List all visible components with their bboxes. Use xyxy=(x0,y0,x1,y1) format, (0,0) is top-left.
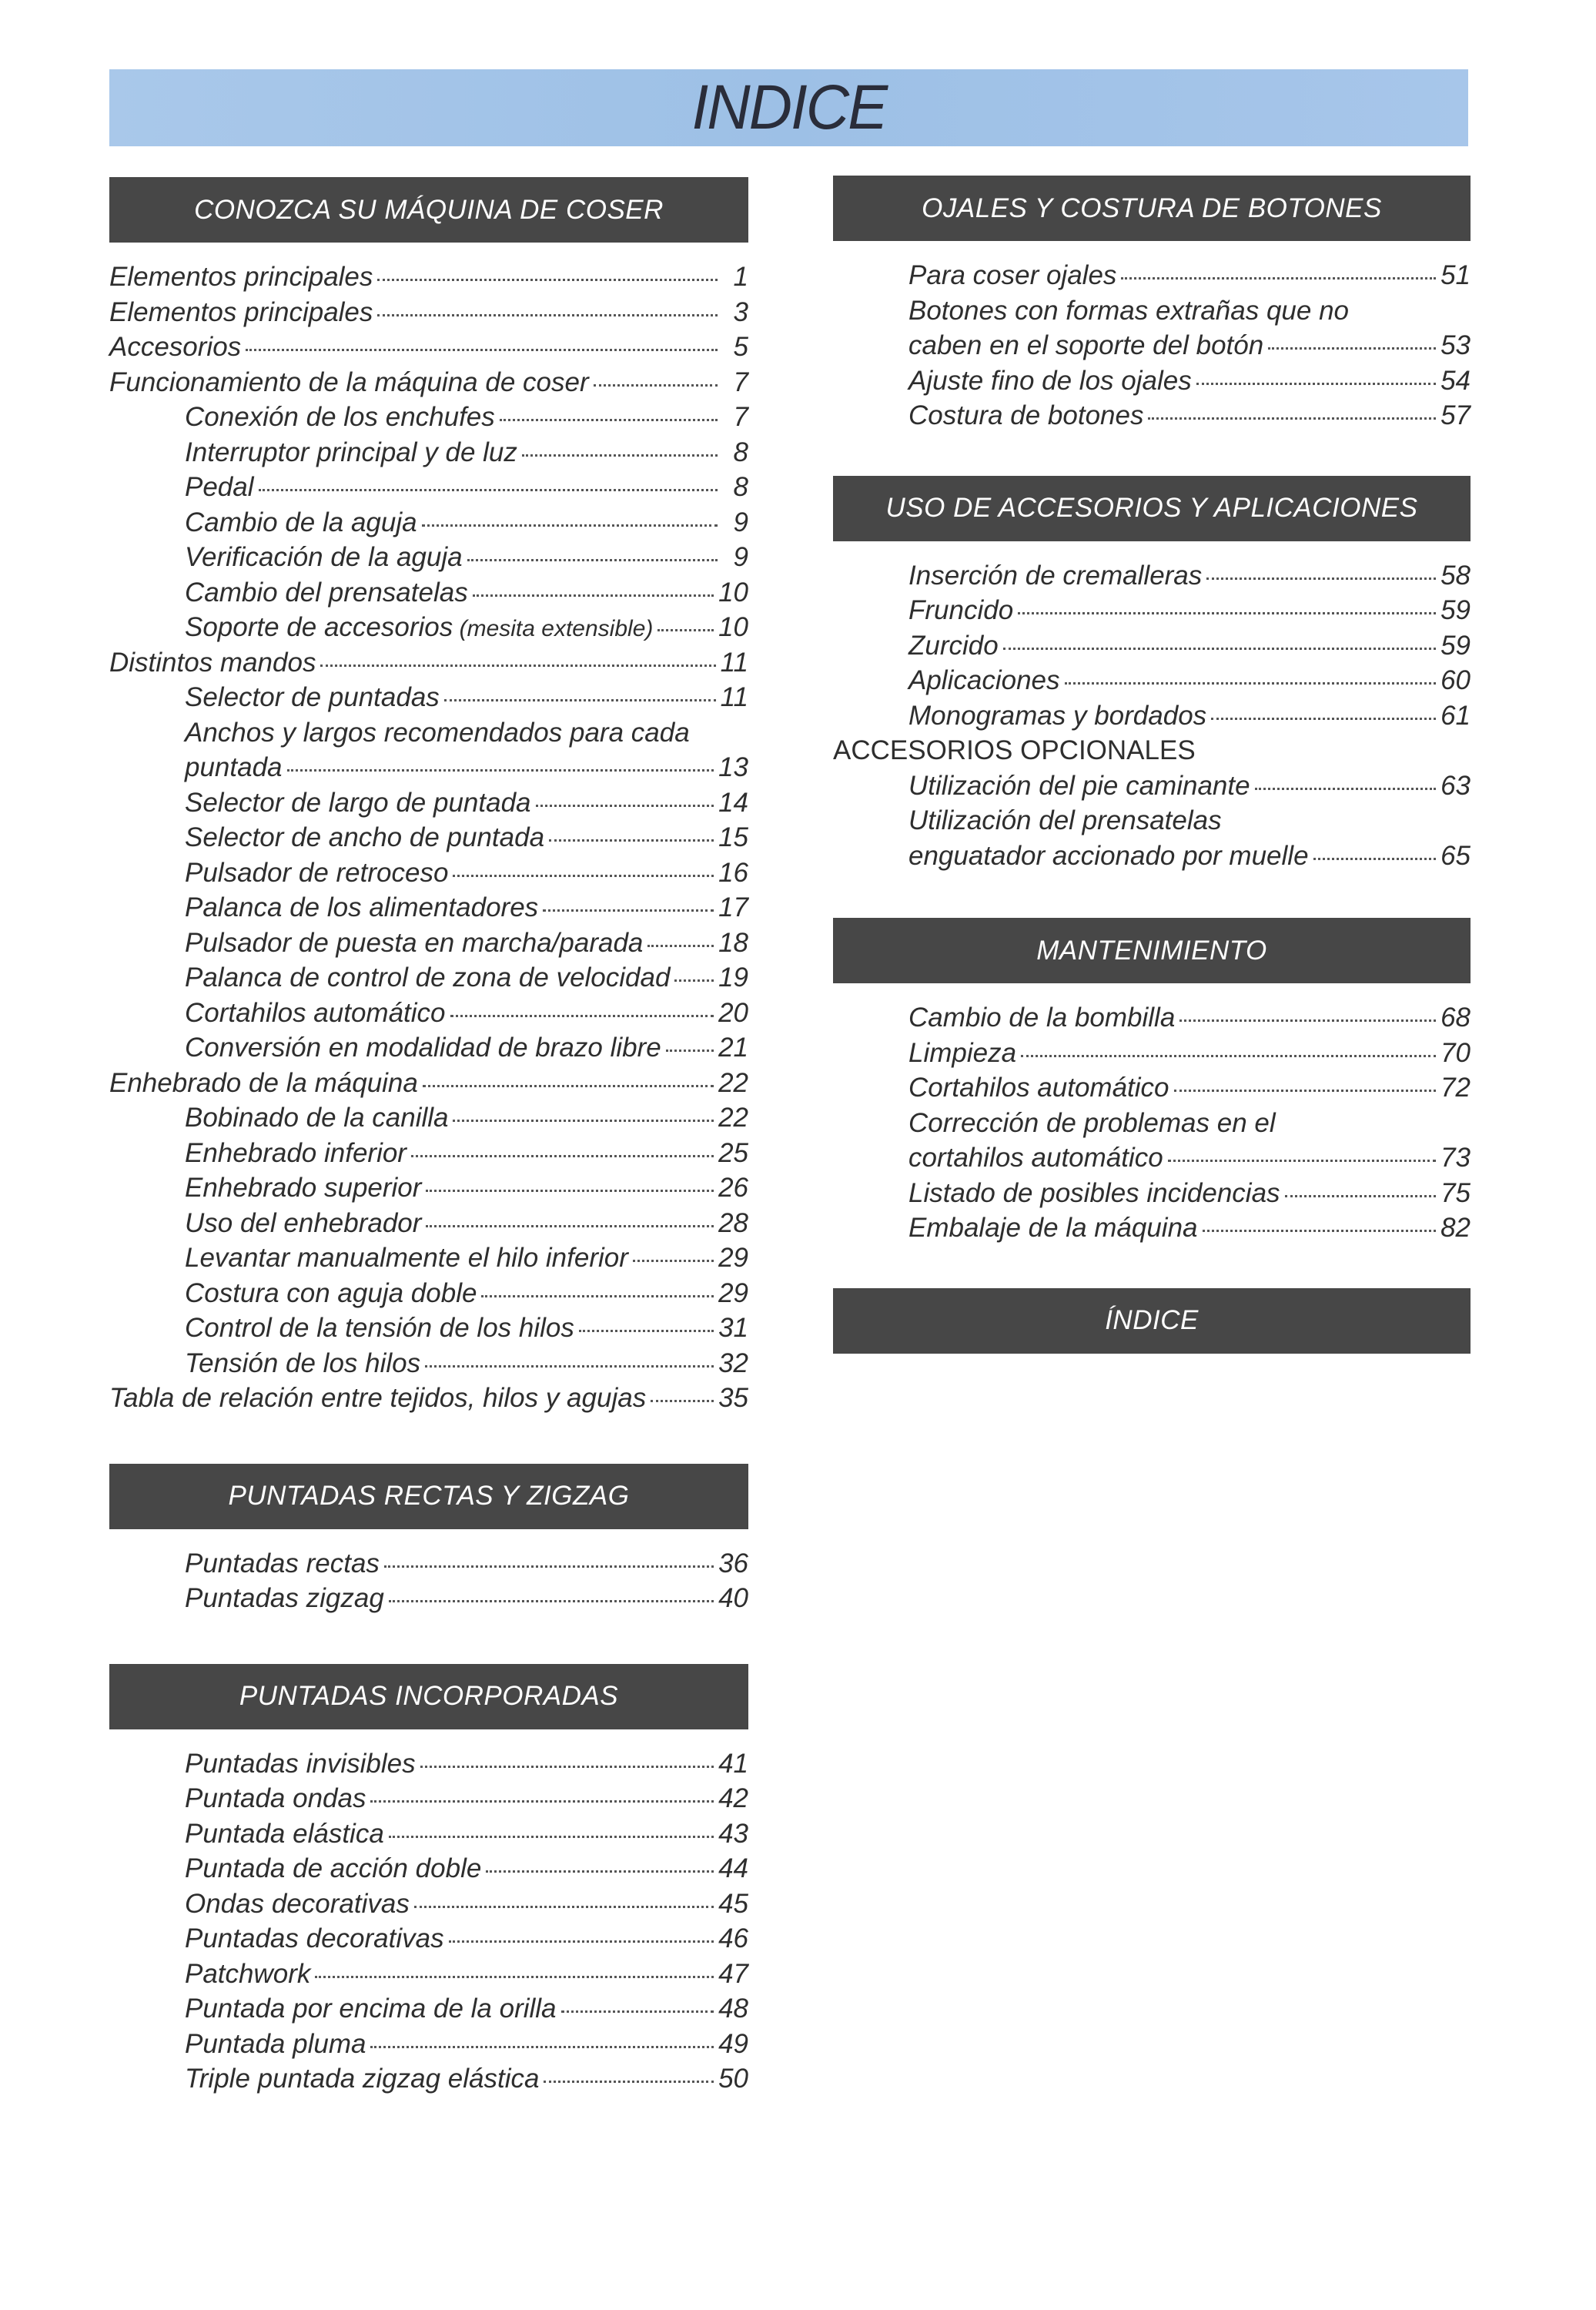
toc-entry[interactable] xyxy=(833,839,1471,874)
toc-entry[interactable] xyxy=(833,293,1471,329)
toc-page-number: 7 xyxy=(733,367,748,397)
toc-page-number: 42 xyxy=(718,1783,748,1813)
toc-entry[interactable] xyxy=(109,575,748,611)
toc-page-number: 40 xyxy=(718,1583,748,1613)
toc-entry-title: Enhebrado inferior xyxy=(185,1137,407,1168)
toc-page-number: 59 xyxy=(1440,630,1471,661)
dot-leader xyxy=(389,1600,714,1602)
dot-leader xyxy=(500,419,718,421)
toc-entry[interactable] xyxy=(109,400,748,435)
toc-entry-title: Limpieza xyxy=(908,1037,1017,1068)
dot-leader xyxy=(1211,718,1436,720)
toc-entry[interactable] xyxy=(109,1206,748,1241)
dot-leader xyxy=(561,2010,714,2013)
toc-entry[interactable] xyxy=(109,435,748,470)
toc-subheading: ACCESORIOS OPCIONALES xyxy=(833,735,1196,765)
toc-entry[interactable] xyxy=(833,328,1471,363)
dot-leader xyxy=(1174,1090,1437,1092)
toc-entry-title: Patchwork xyxy=(185,1958,311,1989)
dot-leader xyxy=(377,314,718,316)
dot-leader xyxy=(481,1295,714,1297)
toc-page-number: 25 xyxy=(718,1137,748,1168)
toc-page-number: 35 xyxy=(718,1383,748,1413)
toc-entry-title: puntada xyxy=(185,752,283,782)
toc-entry[interactable] xyxy=(109,1066,748,1101)
toc-entry-title: Corrección de problemas en el xyxy=(908,1107,1276,1138)
toc-page-number: 58 xyxy=(1440,560,1471,591)
toc-page-number: 8 xyxy=(733,472,748,502)
toc-entry-title: Puntada ondas xyxy=(185,1783,366,1813)
toc-entry-title: Ondas decorativas xyxy=(185,1888,410,1919)
toc-entry-title: Cambio de la aguja xyxy=(185,507,417,537)
toc-entry[interactable] xyxy=(109,1170,748,1206)
section-spacer xyxy=(833,1246,1471,1288)
dot-leader xyxy=(320,665,715,667)
dot-leader xyxy=(647,945,714,947)
toc-entry[interactable] xyxy=(833,363,1471,399)
toc-entry[interactable] xyxy=(109,996,748,1031)
dot-leader xyxy=(426,1225,714,1227)
toc-page-number: 29 xyxy=(718,1243,748,1273)
toc-entry-title: Selector de largo de puntada xyxy=(185,787,531,818)
toc-entry[interactable] xyxy=(833,628,1471,664)
toc-entry-title: Puntadas decorativas xyxy=(185,1923,444,1953)
dot-leader xyxy=(1018,612,1436,614)
toc-page-number: 14 xyxy=(718,787,748,818)
toc-page-number: 63 xyxy=(1440,770,1471,801)
toc-entry[interactable] xyxy=(109,820,748,855)
toc-entry[interactable] xyxy=(109,1100,748,1136)
dot-leader xyxy=(473,594,714,597)
toc-page-number: 32 xyxy=(718,1348,748,1378)
dot-leader xyxy=(1179,1019,1436,1022)
toc-entry-title: Puntadas rectas xyxy=(185,1548,380,1578)
toc-entry[interactable] xyxy=(109,2027,748,2062)
toc-page-number: 16 xyxy=(718,857,748,888)
toc-entry[interactable] xyxy=(109,1957,748,1992)
toc-entry-title: Elementos principales xyxy=(109,296,373,327)
section-ojales-y-costura-de-botones xyxy=(833,176,1471,434)
left-column xyxy=(109,177,748,2097)
toc-page-number: 5 xyxy=(733,332,748,362)
toc-page-number: 75 xyxy=(1440,1177,1471,1208)
dot-leader xyxy=(384,1565,714,1568)
toc-entry-title: Selector de ancho de puntada xyxy=(185,822,545,852)
dot-leader xyxy=(536,805,714,807)
page-title-banner xyxy=(109,69,1468,146)
toc-entry-title: Levantar manualmente el hilo inferior xyxy=(185,1243,628,1273)
toc-list xyxy=(109,1729,748,2097)
toc-entry[interactable] xyxy=(109,1240,748,1276)
toc-entry[interactable] xyxy=(833,1106,1471,1141)
section-header: PUNTADAS INCORPORADAS xyxy=(109,1664,748,1729)
toc-entry-title: Distintos mandos xyxy=(109,647,316,678)
toc-entry[interactable] xyxy=(109,365,748,400)
dot-leader xyxy=(315,1976,714,1978)
dot-leader xyxy=(426,1190,714,1192)
toc-entry[interactable] xyxy=(833,1036,1471,1071)
dot-leader xyxy=(544,2081,714,2083)
toc-entry[interactable] xyxy=(109,1781,748,1816)
toc-entry[interactable] xyxy=(109,785,748,821)
toc-entry[interactable] xyxy=(833,398,1471,434)
toc-entry[interactable] xyxy=(109,295,748,330)
toc-entry-title: cortahilos automático xyxy=(908,1143,1163,1173)
dot-leader xyxy=(579,1330,714,1332)
toc-entry-title: Utilización del pie caminante xyxy=(908,770,1250,801)
dot-leader xyxy=(422,524,718,527)
toc-list xyxy=(833,241,1471,434)
toc-entry[interactable] xyxy=(109,715,748,751)
toc-entry-title: Costura con aguja doble xyxy=(185,1277,477,1308)
toc-entry-title: Triple puntada zigzag elástica xyxy=(185,2064,540,2094)
section-mantenimiento xyxy=(833,918,1471,1246)
toc-page-number: 53 xyxy=(1440,330,1471,360)
toc-list xyxy=(109,1529,748,1616)
toc-page-number: 17 xyxy=(718,892,748,922)
section-indice xyxy=(833,1288,1471,1371)
toc-entry[interactable] xyxy=(833,803,1471,839)
toc-entry[interactable] xyxy=(109,1921,748,1957)
dot-leader xyxy=(370,2046,714,2048)
toc-entry[interactable] xyxy=(833,663,1471,698)
section-spacer xyxy=(109,1616,748,1664)
toc-entry-title: Pulsador de puesta en marcha/parada xyxy=(185,927,644,958)
toc-page-number: 65 xyxy=(1440,840,1471,871)
toc-entry-title: Palanca de control de zona de velocidad xyxy=(185,962,671,993)
toc-page-number: 13 xyxy=(718,752,748,782)
dot-leader xyxy=(1003,648,1436,650)
toc-page-number: 46 xyxy=(718,1923,748,1953)
dot-leader xyxy=(467,559,718,561)
toc-entry-title: enguatador accionado por muelle xyxy=(908,840,1309,871)
toc-entry[interactable] xyxy=(109,1030,748,1066)
section-spacer xyxy=(833,873,1471,918)
toc-list xyxy=(109,243,748,1416)
toc-entry[interactable] xyxy=(833,1070,1471,1106)
section-puntadas-rectas-y-zigzag xyxy=(109,1464,748,1616)
toc-page-number: 15 xyxy=(718,822,748,852)
section-header: CONOZCA SU MÁQUINA DE COSER xyxy=(109,177,748,243)
dot-leader xyxy=(1196,383,1436,385)
toc-list xyxy=(833,1354,1471,1371)
toc-entry-title: Accesorios xyxy=(109,332,242,362)
toc-entry[interactable] xyxy=(109,1381,748,1416)
toc-entry[interactable] xyxy=(109,960,748,996)
section-header: MANTENIMIENTO xyxy=(833,918,1471,983)
section-header: PUNTADAS RECTAS Y ZIGZAG xyxy=(109,1464,748,1529)
toc-entry-title: Cambio del prensatelas xyxy=(185,577,468,608)
page-title: INDICE xyxy=(691,72,886,142)
toc-entry[interactable] xyxy=(833,1176,1471,1211)
toc-page-number: 10 xyxy=(718,612,748,642)
toc-page-number: 54 xyxy=(1440,365,1471,396)
dot-leader xyxy=(1121,277,1436,280)
dot-leader xyxy=(287,769,714,772)
toc-page-number: 21 xyxy=(718,1033,748,1063)
dot-leader xyxy=(377,279,718,281)
toc-page-number: 11 xyxy=(720,682,748,712)
toc-entry-title: Utilización del prensatelas xyxy=(908,805,1222,835)
toc-page-number: 22 xyxy=(718,1103,748,1133)
toc-entry[interactable] xyxy=(109,505,748,541)
toc-entry-title: Elementos principales xyxy=(109,262,373,292)
toc-page-number: 9 xyxy=(733,507,748,537)
toc-page-number: 7 xyxy=(733,402,748,432)
section-header: OJALES Y COSTURA DE BOTONES xyxy=(833,176,1471,241)
section-conozca-su-maquina-de-coser xyxy=(109,177,748,1416)
toc-entry[interactable] xyxy=(109,2061,748,2097)
section-header: ÍNDICE xyxy=(833,1288,1471,1354)
toc-entry-title: Conexión de los enchufes xyxy=(185,402,495,432)
dot-leader xyxy=(1148,417,1436,420)
section-spacer xyxy=(833,434,1471,476)
dot-leader xyxy=(657,629,714,631)
dot-leader xyxy=(1313,858,1437,860)
toc-entry-title: Enhebrado superior xyxy=(185,1173,422,1203)
toc-entry-title: Fruncido xyxy=(908,595,1014,625)
toc-entry[interactable] xyxy=(109,1581,748,1616)
toc-entry[interactable] xyxy=(109,540,748,575)
toc-entry-title: Control de la tensión de los hilos xyxy=(185,1313,574,1343)
toc-entry-title: Pedal xyxy=(185,472,254,502)
toc-entry-title: Tensión de los hilos xyxy=(185,1348,421,1378)
dot-leader xyxy=(633,1260,714,1262)
toc-page-number: 50 xyxy=(718,2064,748,2094)
toc-entry[interactable] xyxy=(833,593,1471,628)
toc-page-number: 9 xyxy=(733,542,748,572)
toc-entry[interactable] xyxy=(833,1000,1471,1036)
toc-list xyxy=(833,541,1471,874)
toc-page-number: 43 xyxy=(718,1818,748,1849)
section-puntadas-incorporadas xyxy=(109,1664,748,2097)
dot-leader xyxy=(1168,1160,1436,1162)
toc-entry-title: Anchos y largos recomendados para cada xyxy=(185,717,690,748)
toc-page-number: 45 xyxy=(718,1888,748,1919)
dot-leader xyxy=(674,979,714,982)
toc-entry-title: Botones con formas extrañas que no xyxy=(908,295,1350,326)
dot-leader xyxy=(246,349,718,351)
right-column xyxy=(833,176,1471,1371)
toc-entry-title: Verificación de la aguja xyxy=(185,542,463,572)
toc-entry-title: Pulsador de retroceso xyxy=(185,857,449,888)
toc-entry-title: Palanca de los alimentadores xyxy=(185,892,539,922)
toc-entry[interactable] xyxy=(833,558,1471,594)
toc-page-number: 72 xyxy=(1440,1073,1471,1103)
toc-page-number: 10 xyxy=(718,577,748,608)
toc-page-number: 51 xyxy=(1440,260,1471,290)
toc-entry-title: Aplicaciones xyxy=(908,665,1060,695)
toc-entry-title: Puntada de acción doble xyxy=(185,1853,482,1883)
toc-page-number: 26 xyxy=(718,1173,748,1203)
dot-leader xyxy=(1206,578,1436,580)
toc-page-number: 1 xyxy=(733,262,748,292)
toc-page-number: 61 xyxy=(1440,700,1471,731)
dot-leader xyxy=(1021,1055,1436,1057)
toc-entry[interactable] xyxy=(109,926,748,961)
toc-entry[interactable] xyxy=(833,258,1471,293)
toc-entry[interactable] xyxy=(109,855,748,891)
toc-page-number: 73 xyxy=(1440,1143,1471,1173)
dot-leader xyxy=(370,1800,714,1803)
toc-entry-title: Cambio de la bombilla xyxy=(908,1003,1176,1033)
toc-entry[interactable] xyxy=(109,645,748,681)
toc-entry[interactable] xyxy=(109,1136,748,1171)
dot-leader xyxy=(453,1120,714,1122)
dot-leader xyxy=(1255,788,1436,790)
dot-leader xyxy=(423,1085,714,1087)
dot-leader xyxy=(449,1940,714,1943)
toc-entry[interactable] xyxy=(109,610,748,645)
dot-leader xyxy=(420,1766,714,1768)
toc-page-number: 82 xyxy=(1440,1213,1471,1243)
dot-leader xyxy=(453,875,714,877)
toc-entry-title: Bobinado de la canilla xyxy=(185,1103,449,1133)
toc-entry-title: Listado de posibles incidencias xyxy=(908,1177,1280,1208)
toc-entry[interactable] xyxy=(109,750,748,785)
toc-page-number: 68 xyxy=(1440,1003,1471,1033)
toc-entry-title: Selector de puntadas xyxy=(185,682,440,712)
section-spacer xyxy=(109,1416,748,1464)
toc-page-number: 49 xyxy=(718,2028,748,2059)
toc-page-number: 29 xyxy=(718,1277,748,1308)
toc-page-number: 60 xyxy=(1440,665,1471,695)
toc-entry-title: Ajuste fino de los ojales xyxy=(908,365,1192,396)
dot-leader xyxy=(594,384,718,387)
toc-entry[interactable] xyxy=(109,259,748,295)
toc-entry[interactable] xyxy=(833,768,1471,804)
toc-page-number: 20 xyxy=(718,997,748,1028)
toc-entry[interactable] xyxy=(109,330,748,365)
toc-page-number: 3 xyxy=(733,296,748,327)
toc-entry-title: Uso del enhebrador xyxy=(185,1207,422,1238)
dot-leader xyxy=(1203,1230,1437,1232)
dot-leader xyxy=(651,1400,714,1402)
toc-page-number: 19 xyxy=(718,962,748,993)
toc-list xyxy=(833,983,1471,1246)
toc-page-number: 18 xyxy=(718,927,748,958)
dot-leader xyxy=(259,489,718,491)
dot-leader xyxy=(411,1155,714,1157)
dot-leader xyxy=(486,1870,714,1873)
toc-page-number: 41 xyxy=(718,1748,748,1779)
toc-entry-title: Interruptor principal y de luz xyxy=(185,437,517,467)
toc-entry-title: caben en el soporte del botón xyxy=(908,330,1264,360)
toc-entry-title: Conversión en modalidad de brazo libre xyxy=(185,1033,661,1063)
toc-entry-title: Puntada por encima de la orilla xyxy=(185,1994,557,2024)
dot-leader xyxy=(1268,347,1436,350)
dot-leader xyxy=(444,699,716,701)
dot-leader xyxy=(543,909,714,912)
dot-leader xyxy=(389,1836,714,1838)
dot-leader xyxy=(549,839,714,842)
toc-entry[interactable] xyxy=(109,470,748,505)
toc-page-number: 44 xyxy=(718,1853,748,1883)
toc-entry[interactable] xyxy=(109,1546,748,1582)
toc-entry-title: Funcionamiento de la máquina de coser xyxy=(109,367,589,397)
toc-entry-title: Puntada pluma xyxy=(185,2028,366,2059)
section-header: USO DE ACCESORIOS Y APLICACIONES xyxy=(833,476,1471,541)
toc-entry-title: Soporte de accesorios (mesita extensible) xyxy=(185,612,654,642)
dot-leader xyxy=(425,1365,714,1368)
dot-leader xyxy=(1065,682,1437,685)
toc-page-number: 28 xyxy=(718,1207,748,1238)
toc-entry-title: Puntadas zigzag xyxy=(185,1583,384,1613)
toc-entry[interactable] xyxy=(109,680,748,715)
toc-page-number: 70 xyxy=(1440,1037,1471,1068)
toc-entry-title: Zurcido xyxy=(908,630,999,661)
toc-page-number: 8 xyxy=(733,437,748,467)
dot-leader xyxy=(414,1906,714,1908)
toc-entry-title: Costura de botones xyxy=(908,400,1144,430)
toc-entry[interactable] xyxy=(109,890,748,926)
dot-leader xyxy=(666,1050,714,1052)
toc-entry-title: Enhebrado de la máquina xyxy=(109,1067,418,1098)
toc-entry[interactable] xyxy=(109,1991,748,2027)
toc-entry-title: Cortahilos automático xyxy=(185,997,446,1028)
toc-page-number: 11 xyxy=(720,647,748,678)
toc-page-number: 36 xyxy=(718,1548,748,1578)
toc-entry[interactable] xyxy=(109,1851,748,1886)
toc-page-number: 47 xyxy=(718,1958,748,1989)
toc-entry[interactable] xyxy=(109,1311,748,1346)
toc-page-number: 31 xyxy=(718,1313,748,1343)
toc-page-number: 48 xyxy=(718,1994,748,2024)
toc-entry[interactable] xyxy=(109,1346,748,1381)
toc-entry[interactable] xyxy=(109,1276,748,1311)
toc-entry[interactable] xyxy=(833,698,1471,734)
dot-leader xyxy=(1285,1195,1437,1197)
toc-entry-title: Embalaje de la máquina xyxy=(908,1213,1198,1243)
toc-entry-title: Inserción de cremalleras xyxy=(908,560,1203,591)
toc-entry-title: Puntada elástica xyxy=(185,1818,384,1849)
toc-entry-title: Monogramas y bordados xyxy=(908,700,1207,731)
section-uso-de-accesorios-y-aplicaciones xyxy=(833,476,1471,874)
dot-leader xyxy=(450,1015,714,1017)
toc-entry-title: Cortahilos automático xyxy=(908,1073,1169,1103)
toc-entry[interactable] xyxy=(833,1140,1471,1176)
toc-page-number: 22 xyxy=(718,1067,748,1098)
toc-page-number: 59 xyxy=(1440,595,1471,625)
toc-entry[interactable] xyxy=(833,1210,1471,1246)
dot-leader xyxy=(522,454,718,457)
toc-entry[interactable] xyxy=(109,1816,748,1852)
toc-entry-title: Tabla de relación entre tejidos, hilos y agujas xyxy=(109,1383,647,1413)
toc-entry-title: Para coser ojales xyxy=(908,260,1117,290)
toc-entry[interactable] xyxy=(109,1886,748,1922)
toc-entry[interactable] xyxy=(109,1746,748,1782)
toc-entry-title: Puntadas invisibles xyxy=(185,1748,416,1779)
toc-page-number: 57 xyxy=(1440,400,1471,430)
